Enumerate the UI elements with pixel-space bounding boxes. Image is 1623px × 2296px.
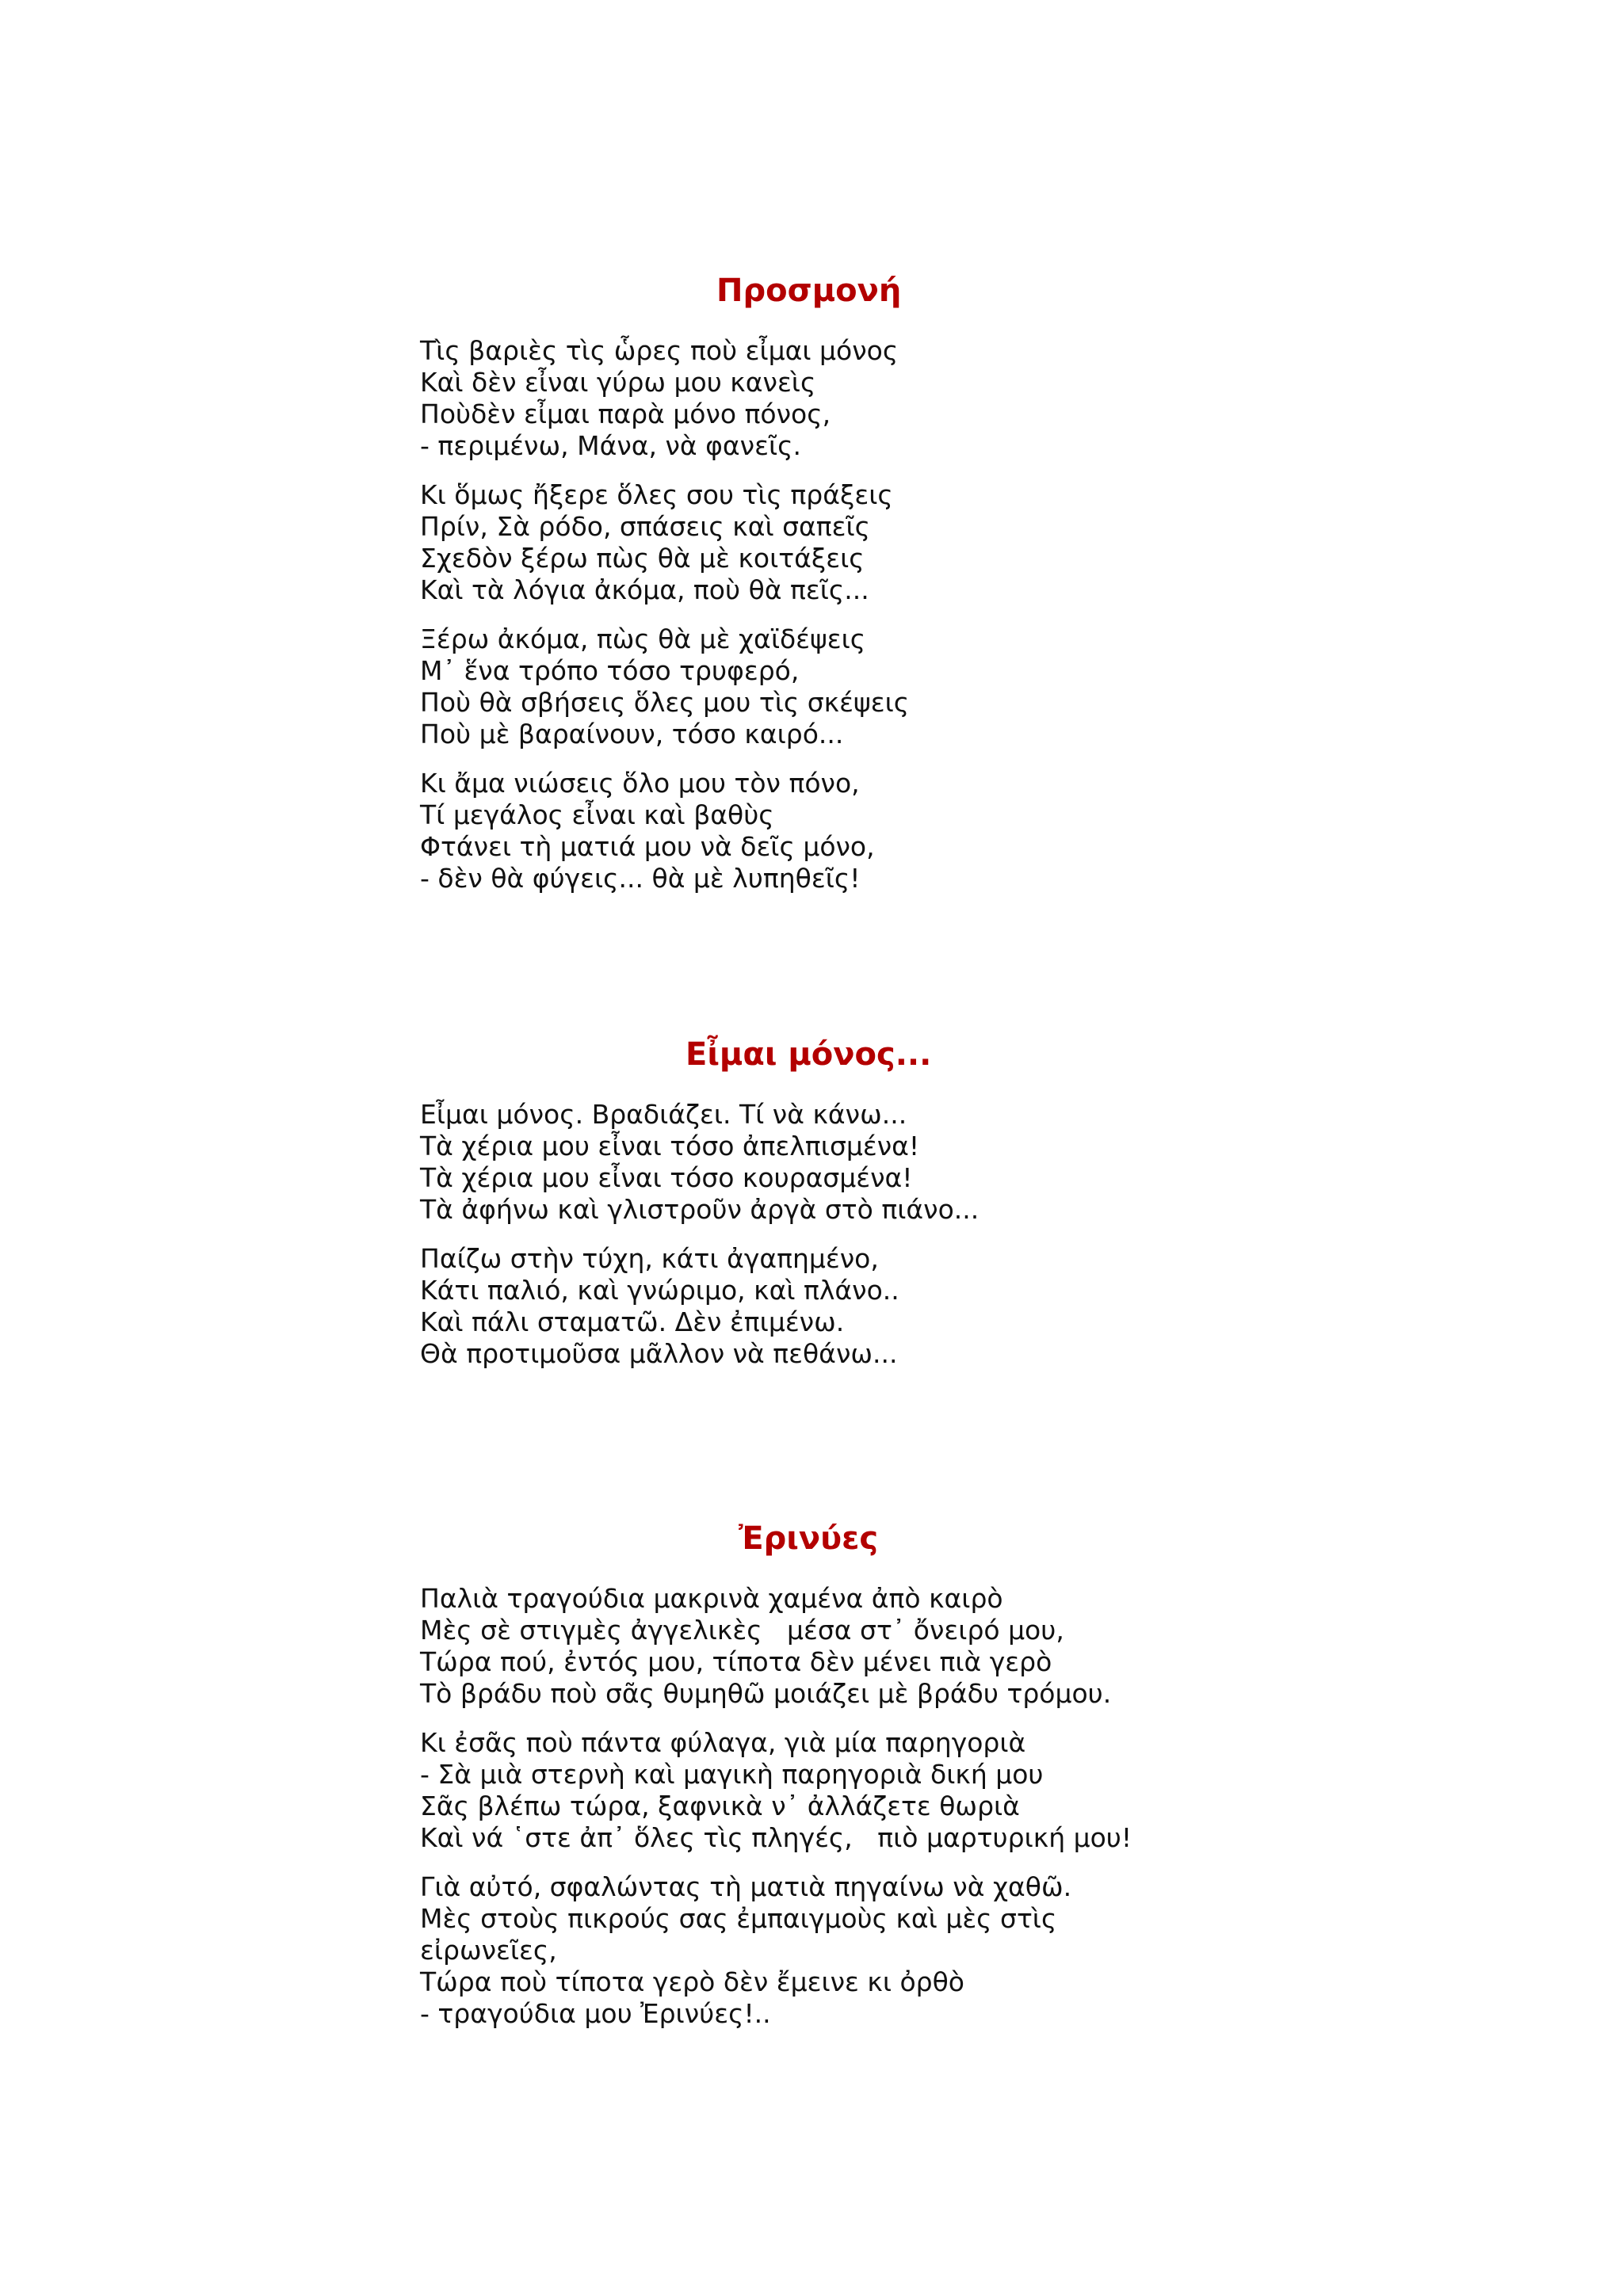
verse-line: Πρίν, Σὰ ρόδο, σπάσεις καὶ σαπεῖς <box>420 511 871 542</box>
verse-line: Καὶ δὲν εἶναι γύρω μου κανεὶς <box>420 367 816 398</box>
poem-title: Εἶμαι μόνος... <box>685 1036 932 1073</box>
verse-line: Τώρα πού, ἐντός μου, τίποτα δὲν μένει πιὰ γερὸ <box>420 1646 1052 1677</box>
stanza <box>420 768 1529 894</box>
verse-line: Κι ἐσᾶς ποὺ πάντα φύλαγα, γιὰ μία παρηγοριὰ <box>420 1727 1026 1758</box>
verse-line: Παλιὰ τραγούδια μακρινὰ χαμένα ἀπὸ καιρὸ <box>420 1583 1003 1614</box>
verse-line: Ξέρω ἀκόμα, πὼς θὰ μὲ χαϊδέψεις <box>420 624 866 654</box>
poem-body <box>420 1583 1529 2047</box>
verse-line: Τί μεγάλος εἶναι καὶ βαθὺς <box>420 799 774 830</box>
poem-title: Προσμονή <box>716 273 902 309</box>
stanza <box>420 1583 1529 1710</box>
verse-line: Μὲς σὲ στιγμὲς ἀγγελικὲς μέσα στ᾽ ὄνειρό μου, <box>420 1615 1064 1646</box>
verse-line: Ποὺδὲν εἶμαι παρὰ μόνο πόνος, <box>420 399 831 429</box>
verse-line: Τώρα ποὺ τίποτα γερὸ δὲν ἔμεινε κι ὀρθὸ <box>420 1966 964 1997</box>
verse-line: Ποὺ μὲ βαραίνουν, τόσο καιρό... <box>420 719 844 749</box>
stanza <box>420 479 1529 606</box>
poem-body <box>420 335 1529 912</box>
verse-line: Γιὰ αὐτό, σφαλώντας τὴ ματιὰ πηγαίνω νὰ χαθῶ. <box>420 1871 1072 1902</box>
stanza <box>420 1243 1529 1370</box>
verse-line: Σᾶς βλέπω τώρα, ξαφνικὰ ν᾽ ἀλλάζετε θωριὰ <box>420 1791 1020 1821</box>
verse-line: Φτάνει τὴ ματιά μου νὰ δεῖς μόνο, <box>420 831 875 862</box>
stanza <box>420 1727 1529 1854</box>
poem-body <box>420 1099 1529 1387</box>
verse-line: Καὶ νά ῾στε ἀπ᾽ ὅλες τὶς πληγές, πιὸ μαρτυρική μου! <box>420 1822 1132 1853</box>
verse-line: Καὶ τὰ λόγια ἀκόμα, ποὺ θὰ πεῖς... <box>420 574 869 605</box>
verse-line: Κι ἄμα νιώσεις ὅλο μου τὸν πόνο, <box>420 768 860 799</box>
verse-line: - δὲν θὰ φύγεις... θὰ μὲ λυπηθεῖς! <box>420 863 861 894</box>
verse-line: - Σὰ μιὰ στερνὴ καὶ μαγικὴ παρηγοριὰ δική μου <box>420 1759 1044 1790</box>
stanza <box>420 1099 1529 1226</box>
poem-title: Ἐρινύες <box>739 1520 879 1557</box>
verse-line: Τὰ ἀφήνω καὶ γλιστροῦν ἀργὰ στὸ πιάνο... <box>420 1194 980 1225</box>
verse-line: Τὶς βαριὲς τὶς ὧρες ποὺ εἶμαι μόνος <box>420 335 899 366</box>
verse-line: Θὰ προτιμοῦσα μᾶλλον νὰ πεθάνω... <box>420 1338 898 1369</box>
verse-line: Σχεδὸν ξέρω πὼς θὰ μὲ κοιτάξεις <box>420 543 865 574</box>
stanza <box>420 624 1529 750</box>
verse-line: - τραγούδια μου Ἐρινύες!.. <box>420 1998 771 2029</box>
verse-line: - περιμένω, Μάνα, νὰ φανεῖς. <box>420 430 801 461</box>
stanza <box>420 335 1529 462</box>
verse-line: Κάτι παλιό, καὶ γνώριμο, καὶ πλάνο.. <box>420 1275 899 1306</box>
verse-line: Τὰ χέρια μου εἶναι τόσο ἀπελπισμένα! <box>420 1131 920 1161</box>
verse-line: Τὰ χέρια μου εἶναι τόσο κουρασμένα! <box>420 1162 913 1193</box>
verse-line: Μ᾽ ἕνα τρόπο τόσο τρυφερό, <box>420 655 800 686</box>
verse-line: Καὶ πάλι σταματῶ. Δὲν ἐπιμένω. <box>420 1306 845 1337</box>
stanza <box>420 1871 1529 2030</box>
verse-line: Μὲς στοὺς πικρούς σας ἐμπαιγμοὺς καὶ μὲς στὶς <box>420 1903 1057 1934</box>
verse-line: Ποὺ θὰ σβήσεις ὅλες μου τὶς σκέψεις <box>420 687 910 718</box>
verse-line: Κι ὅμως ἤξερε ὅλες σου τὶς πράξεις <box>420 479 893 510</box>
verse-line: Παίζω στὴν τύχη, κάτι ἀγαπημένο, <box>420 1243 879 1274</box>
verse-line: εἰρωνεῖες, <box>420 1935 557 1966</box>
verse-line: Τὸ βράδυ ποὺ σᾶς θυμηθῶ μοιάζει μὲ βράδυ τρόμου. <box>420 1678 1112 1709</box>
verse-line: Εἶμαι μόνος. Βραδιάζει. Τί νὰ κάνω... <box>420 1099 907 1130</box>
